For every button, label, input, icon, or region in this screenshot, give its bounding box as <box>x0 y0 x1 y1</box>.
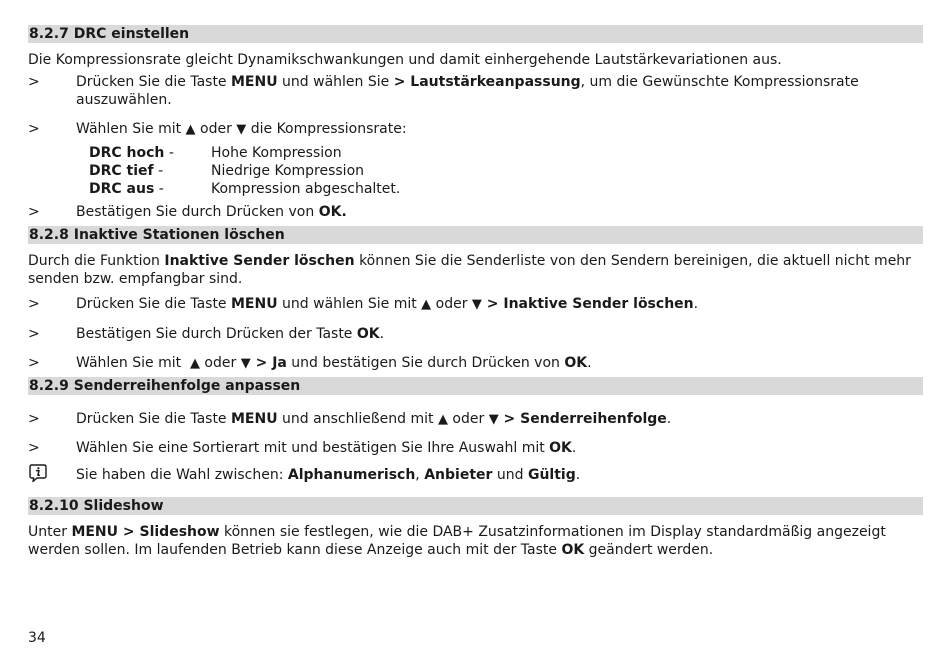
menu-path: > Ja <box>250 355 287 371</box>
step-text: Wählen Sie eine Sortierart mit und bestätigen Sie Ihre Auswahl mit <box>76 440 550 456</box>
inactive-step-3 <box>28 354 923 373</box>
drc-option-key: DRC tief <box>89 163 154 179</box>
info-text: und <box>492 467 528 483</box>
step-marker: > <box>28 440 40 456</box>
drc-option-row <box>89 180 923 198</box>
manual-page <box>28 25 923 559</box>
menu-key: MENU <box>231 411 278 427</box>
info-text: . <box>575 467 581 483</box>
section-heading-inactive: 8.2.8 Inaktive Stationen löschen <box>28 226 923 244</box>
intro-text: können sie festlegen, wie die DAB+ Zusatzinformationen im Display standardmäßig angezeigt werden sollen. Im laufenden Betrieb kann diese Anzeige auch mit der Taste <box>28 524 886 558</box>
up-arrow-icon: ▲ <box>185 122 196 137</box>
inactive-intro <box>28 252 923 288</box>
drc-intro: Die Kompressionsrate gleicht Dynamikschwankungen und damit einhergehende Lautstärkevariationen aus. <box>28 52 782 68</box>
drc-option-desc: Hohe Kompression <box>211 145 342 161</box>
step-text: die Kompressionsrate: <box>246 121 407 137</box>
drc-option-row <box>89 144 923 162</box>
drc-option-key: DRC hoch <box>89 145 165 161</box>
inactive-step-2 <box>28 325 923 343</box>
step-text: oder <box>199 355 241 371</box>
step-text: und anschließend mit <box>277 411 438 427</box>
ok-key: OK <box>356 326 380 342</box>
step-text: Drücken Sie die Taste <box>76 296 231 312</box>
step-text: Drücken Sie die Taste <box>76 411 231 427</box>
page-number: 34 <box>28 630 46 646</box>
step-text: . <box>693 296 699 312</box>
step-marker: > <box>28 121 40 137</box>
drc-step-2 <box>28 120 923 139</box>
step-text: Wählen Sie mit <box>76 121 186 137</box>
step-text: oder <box>431 296 472 312</box>
ok-key: OK <box>564 355 588 371</box>
down-arrow-icon: ▼ <box>471 297 482 312</box>
sort-option: Anbieter <box>424 467 493 483</box>
step-marker: > <box>28 355 40 371</box>
step-text: . <box>571 440 577 456</box>
step-text: . <box>666 411 672 427</box>
menu-path: > Lautstärkeanpassung <box>393 74 581 90</box>
up-arrow-icon: ▲ <box>421 297 432 312</box>
info-icon <box>28 463 48 483</box>
sort-option: Alphanumerisch <box>287 467 416 483</box>
inactive-step-1 <box>28 295 923 314</box>
step-text: und wählen Sie <box>277 74 394 90</box>
sort-option: Gültig <box>527 467 576 483</box>
function-name: Inaktive Sender löschen <box>164 253 355 269</box>
order-step-2 <box>28 439 923 457</box>
intro-text: können Sie die Senderliste von den Sendern bereinigen, die aktuell nicht mehr senden bzw. empfangbar sind. <box>28 253 911 287</box>
drc-option-key: DRC aus <box>89 181 155 197</box>
down-arrow-icon: ▼ <box>488 412 499 427</box>
step-text: Bestätigen Sie durch Drücken von <box>76 204 319 220</box>
step-text: und bestätigen Sie durch Drücken von <box>286 355 565 371</box>
menu-key: MENU <box>231 74 278 90</box>
menu-path: > Senderreihenfolge <box>498 411 667 427</box>
menu-key: MENU <box>231 296 278 312</box>
step-marker: > <box>28 204 40 220</box>
down-arrow-icon: ▼ <box>240 356 251 371</box>
step-text: . <box>379 326 385 342</box>
order-info-note <box>28 466 923 484</box>
ok-key: OK <box>549 440 572 456</box>
up-arrow-icon: ▲ <box>189 356 200 371</box>
drc-option-desc: Niedrige Kompression <box>211 163 365 179</box>
section-heading-order: 8.2.9 Senderreihenfolge anpassen <box>28 377 923 395</box>
drc-step-3 <box>28 203 923 221</box>
slideshow-intro <box>28 523 923 559</box>
step-text: Drücken Sie die Taste <box>76 74 231 90</box>
step-text: . <box>587 355 592 371</box>
step-text: und wählen Sie mit <box>277 296 422 312</box>
section-heading-drc: 8.2.7 DRC einstellen <box>28 25 923 43</box>
step-marker: > <box>28 296 40 312</box>
down-arrow-icon: ▼ <box>236 122 247 137</box>
drc-step-1 <box>28 73 923 109</box>
intro-text: Unter <box>28 524 72 540</box>
drc-option-sep: - <box>154 181 164 197</box>
ok-key: OK <box>561 542 585 558</box>
section-heading-slideshow: 8.2.10 Slideshow <box>28 497 923 515</box>
step-marker: > <box>28 411 40 427</box>
step-text: Bestätigen Sie durch Drücken der Taste <box>76 326 357 342</box>
info-text: , <box>415 467 425 483</box>
intro-text: geändert werden. <box>584 542 714 558</box>
step-text: oder <box>447 411 489 427</box>
info-text: Sie haben die Wahl zwischen: <box>76 467 288 483</box>
drc-option-row <box>89 162 923 180</box>
drc-option-sep: - <box>164 145 174 161</box>
drc-options-table <box>89 144 923 198</box>
menu-path: > Inaktive Sender löschen <box>481 296 694 312</box>
order-step-1 <box>28 410 923 429</box>
ok-key: OK. <box>318 204 347 220</box>
drc-option-desc: Kompression abgeschaltet. <box>211 181 401 197</box>
menu-path: MENU > Slideshow <box>71 524 220 540</box>
intro-text: Durch die Funktion <box>28 253 165 269</box>
drc-option-sep: - <box>153 163 164 179</box>
step-text: oder <box>195 121 237 137</box>
step-text: , um die Gewünschte Kompressionsrate auszuwählen. <box>76 74 859 108</box>
step-text: Wählen Sie mit <box>76 355 190 371</box>
step-marker: > <box>28 74 40 90</box>
step-marker: > <box>28 326 40 342</box>
up-arrow-icon: ▲ <box>437 412 448 427</box>
